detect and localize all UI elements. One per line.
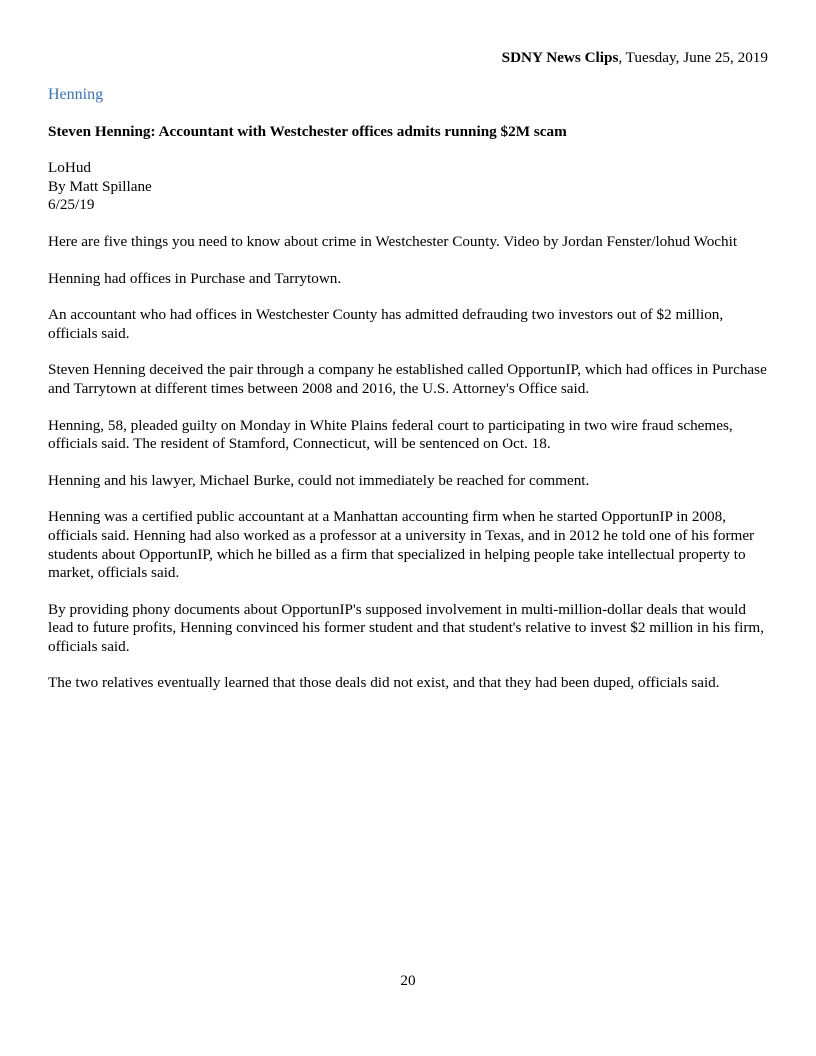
article-paragraph: Here are five things you need to know about crime in Westchester County. Video by Jordan Fenster/lohud Wochit: [48, 232, 738, 250]
article-paragraph: Henning, 58, pleaded guilty on Monday in White Plains federal court to participating in two wire fraud schemes, officials said. The resident of Stamford, Connecticut, will be sentenced on Oct. 18.: [48, 416, 733, 453]
article-date: 6/25/19: [48, 196, 95, 214]
header-date: , Tuesday, June 25, 2019: [618, 49, 768, 66]
article-source: LoHud: [48, 159, 92, 177]
section-label[interactable]: Henning: [48, 86, 104, 103]
article-byline: [48, 159, 770, 215]
article-author: By Matt Spillane: [48, 177, 152, 195]
article-paragraph: Henning was a certified public accountant at a Manhattan accounting firm when he started OpportunIP in 2008, officials said. Henning had also worked as a professor at a university in Texas, and in 2012 he told one of his former students about OpportunIP, which he billed as a firm that specialized in helping people take intellectual property to market, officials said.: [48, 508, 755, 582]
page-number: 20: [400, 972, 416, 989]
page-header: [502, 49, 768, 68]
article-paragraph: Henning and his lawyer, Michael Burke, could not immediately be reached for comment.: [48, 471, 590, 489]
article-paragraph: The two relatives eventually learned that those deals did not exist, and that they had been duped, officials said.: [48, 674, 720, 692]
article-headline: Steven Henning: Accountant with Westchester offices admits running $2M scam: [48, 122, 567, 140]
article-paragraph: Steven Henning deceived the pair through a company he established called OpportunIP, which had offices in Purchase and Tarrytown at different times between 2008 and 2016, the U.S. Attorney's Office said.: [48, 361, 767, 397]
article-paragraph: By providing phony documents about OpportunIP's supposed involvement in multi-million-dollar deals that would lead to future profits, Henning convinced his former student and that student's relative to invest $2 million in his firm, officials said.: [48, 600, 764, 655]
publication-name: SDNY News Clips: [501, 49, 619, 66]
article-content: [48, 86, 770, 693]
article-paragraph: Henning had offices in Purchase and Tarrytown.: [48, 269, 342, 287]
article-paragraph: An accountant who had offices in Westchester County has admitted defrauding two investors out of $2 million, officials said.: [48, 306, 724, 342]
